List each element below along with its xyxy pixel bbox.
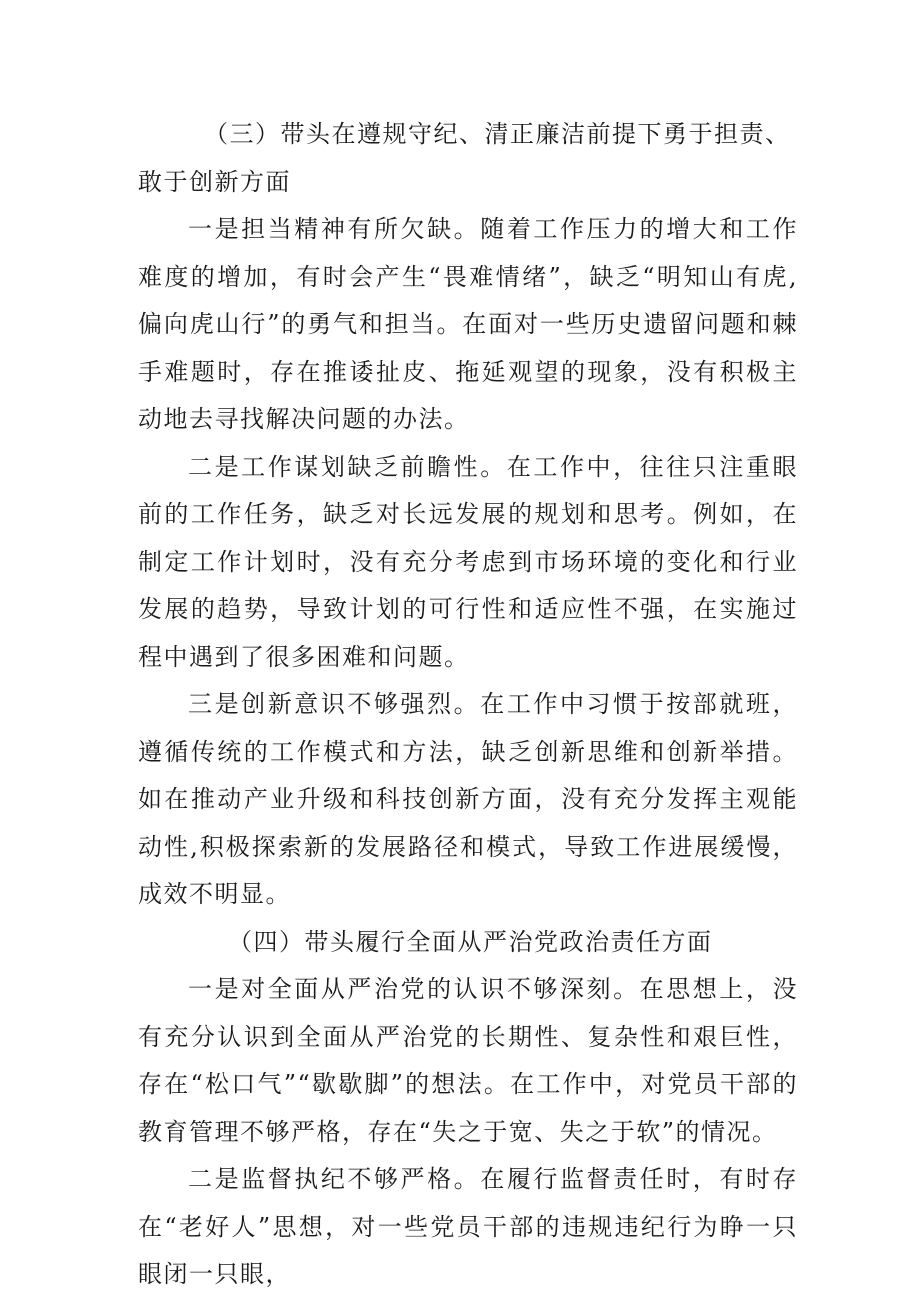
document-body — [138, 111, 798, 1299]
paragraph: 一是对全面从严治党的认识不够深刻。在思想上，没有充分认识到全面从严治党的长期性、复杂性和艰巨性，存在“松口气”“歇歇脚”的想法。在工作中，对党员干部的教育管理不够严格，存在“失之于宽、失之于软”的情况。 — [138, 975, 798, 1146]
paragraph: 二是工作谋划缺乏前瞻性。在工作中，往往只注重眼前的工作任务，缺乏对长远发展的规划和思考。例如，在制定工作计划时，没有充分考虑到市场环境的变化和行业发展的趋势，导致计划的可行性和适应性不强，在实施过程中遇到了很多困难和问题。 — [138, 452, 798, 671]
paragraph: 三是创新意识不够强烈。在工作中习惯于按部就班，遵循传统的工作模式和方法，缺乏创新思维和创新举措。如在推动产业升级和科技创新方面，没有充分发挥主观能动性,积极探索新的发展路径和模式，导致工作进展缓慢，成效不明显。 — [138, 690, 798, 908]
section-heading-4: （四）带头履行全面从严治党政治责任方面 — [228, 927, 713, 956]
paragraph: 二是监督执纪不够严格。在履行监督责任时，有时存在“老好人”思想，对一些党员干部的违规违纪行为睁一只眼闭一只眼， — [138, 1165, 798, 1288]
paragraph: 一是担当精神有所欠缺。随着工作压力的增大和工作难度的增加，有时会产生“畏难情绪”，缺乏“明知山有虎,偏向虎山行”的勇气和担当。在面对一些历史遗留问题和棘手难题时，存在推诿扯皮、拖延观望的现象，没有积极主动地去寻找解决问题的办法。 — [138, 215, 798, 433]
section-heading-3: （三）带头在遵规守纪、清正廉洁前提下勇于担责、敢于创新方面 — [138, 120, 791, 196]
